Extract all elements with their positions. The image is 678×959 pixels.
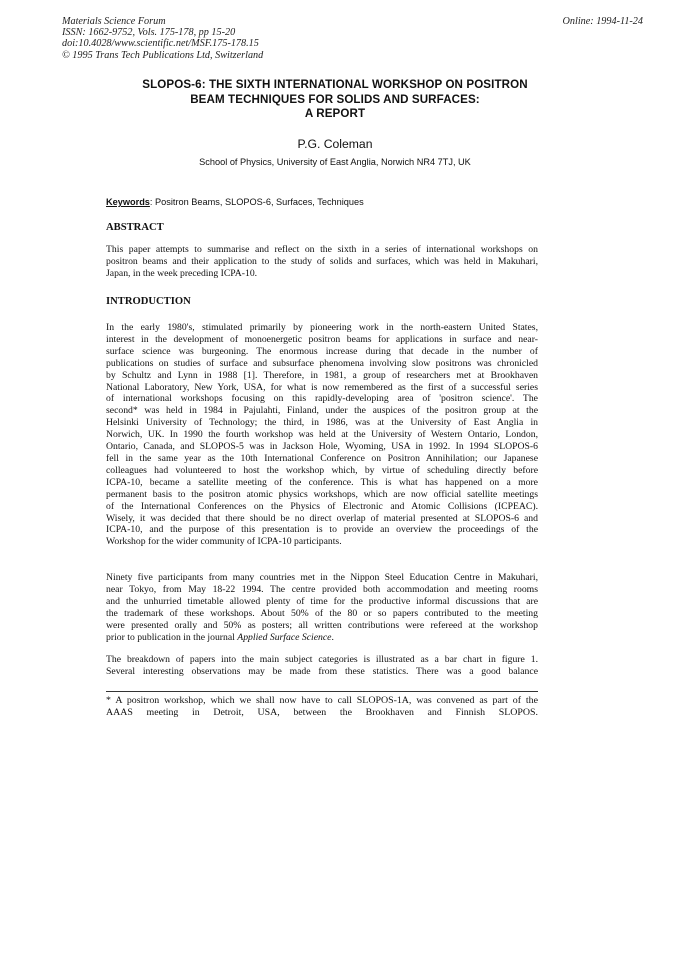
introduction-heading: INTRODUCTION xyxy=(106,296,191,307)
text-line: surface science was burgeoning. The enormous increase during that decade in the number of xyxy=(106,345,538,357)
text-line: This paper attempts to summarise and reflect on the sixth in a series of international workshops on xyxy=(106,244,538,255)
journal-title: Applied Surface Science xyxy=(237,631,332,643)
text-line xyxy=(106,632,538,644)
text-line: ICPA-10, became a satellite meeting of the conference. This is what has happened on a more xyxy=(106,476,538,488)
text-line: by Schultz and Lynn in 1988 [1]. Therefore, in 1981, a group of researchers met at Brookhaven xyxy=(106,369,538,381)
text-line: ICPA-10, and the purpose of this presentation is to provide an overview the proceedings of the xyxy=(106,524,538,536)
text-line: positron beams and their application to the study of solids and surfaces, which was held in Makuhari, xyxy=(106,255,538,267)
copyright-line: © 1995 Trans Tech Publications Ltd, Switzerland xyxy=(62,49,264,61)
paper-title xyxy=(60,78,610,122)
keywords-label: Keywords xyxy=(106,197,150,207)
text-line: publications on studies of surface and subsurface phenomena involving slow positrons was chronicled xyxy=(106,357,538,369)
text-fragment: prior to publication in the journal xyxy=(106,631,238,643)
footnote xyxy=(106,695,538,719)
journal-name: Materials Science Forum xyxy=(62,16,166,27)
text-line: In the early 1980's, stimulated primarily by pioneering work in the north-eastern United States, xyxy=(106,322,538,333)
keywords-line xyxy=(106,197,364,207)
text-line: Norwich, UK. In 1990 the fourth workshop was held at the University of Western Ontario, London, xyxy=(106,429,538,441)
text-fragment: . xyxy=(331,631,334,643)
text-line: Ontario, Canada, and SLOPOS-5 was in Jackson Hole, Wyoming, USA in 1992. In 1994 SLOPOS-6 xyxy=(106,441,538,453)
text-line: of the International Conferences on the Physics of Electronic and Atomic Collisions (ICPEAC). xyxy=(106,500,538,512)
text-line: colleagues had volunteered to host the workshop which, by virtue of scheduling directly before xyxy=(106,464,538,476)
text-line: National Laboratory, New York, USA, for what is now remembered as the first of a successful series xyxy=(106,381,538,393)
intro-paragraph-2 xyxy=(106,572,538,643)
text-line: Ninety five participants from many countries met in the Nippon Steel Education Centre in Makuhari, xyxy=(106,572,538,583)
abstract-heading: ABSTRACT xyxy=(106,222,164,233)
author-name: P.G. Coleman xyxy=(297,137,373,151)
publication-info xyxy=(62,16,263,61)
doi-line[interactable]: doi:10.4028/www.scientific.net/MSF.175-178.15 xyxy=(62,38,259,50)
text-line: were presented orally and 50% as posters; all written contributions were refereed at the workshop xyxy=(106,619,538,631)
issn-line: ISSN: 1662-9752, Vols. 175-178, pp 15-20 xyxy=(62,27,236,39)
footnote-divider xyxy=(106,691,538,692)
title-line: SLOPOS-6: THE SIXTH INTERNATIONAL WORKSHOP ON POSITRON xyxy=(142,78,528,91)
text-line: the trademark of these workshops. About 50% of the 80 or so papers contributed to the meeting xyxy=(106,607,538,619)
text-line: near Tokyo, from May 18-22 1994. The centre provided both accommodation and meeting rooms xyxy=(106,583,538,595)
online-date: Online: 1994-11-24 xyxy=(562,16,643,27)
text-line: fell in the same year as the 10th International Conference on Positron Annihilation; our Japanese xyxy=(106,452,538,464)
text-line: and the unhurried timetable allowed plenty of time for the productive informal discussions that are xyxy=(106,595,538,607)
keywords-text: : Positron Beams, SLOPOS-6, Surfaces, Techniques xyxy=(149,197,364,207)
text-line: second* was held in 1984 in Pajulahti, Finland, under the auspices of the positron group at the xyxy=(106,405,538,417)
text-line: Several interesting observations may be made from these statistics. There was a good balance xyxy=(106,665,538,677)
text-line: The breakdown of papers into the main subject categories is illustrated as a bar chart in figure 1. xyxy=(106,654,538,665)
text-line: Japan, in the week preceding ICPA-10. xyxy=(106,267,258,279)
abstract-paragraph xyxy=(106,244,538,280)
title-line: A REPORT xyxy=(304,107,366,121)
text-line: Helsinki University of Technology; the third, in 1986, was at the University of East Anglia in xyxy=(106,417,538,429)
text-line: Wisely, it was decided that there should be no direct overlap of material presented at SLOPOS-6 and xyxy=(106,512,538,524)
text-line: permanent basis to the positron atomic physics workshops, which are now official satellite meetings xyxy=(106,488,538,500)
text-line: of international workshops focusing on this rapidly-developing area of 'positron science'. The xyxy=(106,393,538,405)
title-line: BEAM TECHNIQUES FOR SOLIDS AND SURFACES: xyxy=(190,92,480,106)
footnote-line: * A positron workshop, which we shall now have to call SLOPOS-1A, was convened as part of the xyxy=(106,695,538,706)
author-affiliation: School of Physics, University of East Anglia, Norwich NR4 7TJ, UK xyxy=(199,157,471,167)
footnote-line: AAAS meeting in Detroit, USA, between the Brookhaven and Finnish SLOPOS. xyxy=(106,706,538,718)
text-line: Workshop for the wider community of ICPA-10 participants. xyxy=(106,536,342,548)
text-line: interest in the development of monoenergetic positron beams for applications in surface and near- xyxy=(106,333,538,345)
intro-paragraph-3 xyxy=(106,654,538,678)
intro-paragraph-1 xyxy=(106,322,538,548)
